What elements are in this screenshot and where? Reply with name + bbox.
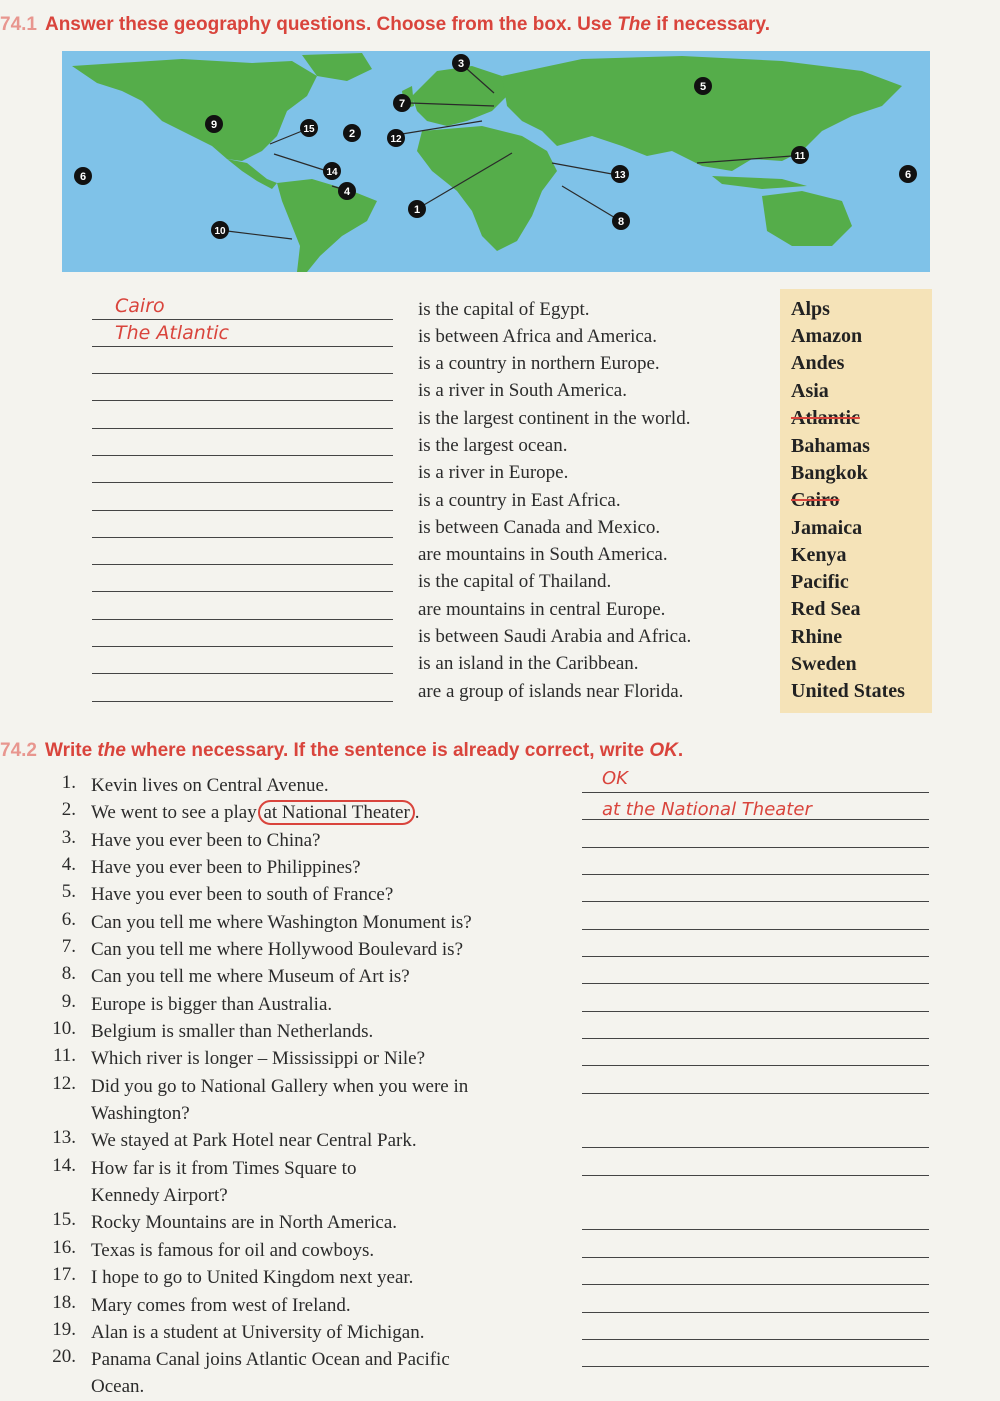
svg-text:2: 2 — [348, 128, 356, 140]
answer-line[interactable] — [582, 1229, 929, 1230]
svg-text:12: 12 — [390, 134, 402, 145]
answer-line[interactable] — [582, 1284, 929, 1285]
answer-line[interactable] — [92, 564, 393, 565]
answer-line[interactable] — [92, 319, 393, 320]
word-box-item-struck: Atlantic — [791, 407, 860, 429]
word-box-item: Sweden — [791, 653, 857, 675]
answer-line[interactable] — [582, 1065, 929, 1066]
word-box-item: Rhine — [791, 626, 843, 648]
svg-text:3: 3 — [457, 58, 465, 70]
word-box-item: Amazon — [791, 325, 863, 347]
svg-text:13: 13 — [614, 170, 626, 181]
word-box-item: Jamaica — [791, 517, 863, 539]
answer-line[interactable] — [582, 1093, 929, 1094]
answer-line[interactable] — [92, 346, 393, 347]
answer-line[interactable] — [92, 591, 393, 592]
africa — [417, 126, 557, 251]
question-row: is between Saudi Arabia and Africa. — [0, 626, 780, 653]
answer-line[interactable] — [92, 400, 393, 401]
question-row: is the largest continent in the world. — [0, 408, 780, 435]
question-row: is a river in Europe. — [0, 462, 780, 489]
world-map — [62, 51, 930, 272]
svg-text:15: 15 — [303, 124, 315, 135]
answer-line[interactable] — [582, 1257, 929, 1258]
exercise-2-number: 74.2 — [0, 740, 37, 761]
answer-line[interactable] — [582, 792, 929, 793]
world-map-drawing — [62, 51, 930, 272]
word-box-item: Asia — [791, 380, 829, 402]
answer-line[interactable] — [92, 373, 393, 374]
australia — [762, 191, 852, 246]
word-box-item: Alps — [791, 298, 830, 320]
answer-line[interactable] — [92, 673, 393, 674]
answer-line[interactable] — [582, 1339, 929, 1340]
answer-text: at the National Theater — [602, 799, 812, 820]
land-masses — [72, 53, 902, 272]
answer-line[interactable] — [582, 1175, 929, 1176]
question-row: The Atlantic is between Africa and America. — [0, 326, 780, 353]
svg-text:1: 1 — [413, 204, 421, 216]
answer-line[interactable] — [92, 537, 393, 538]
word-box-item: Kenya — [791, 544, 847, 566]
svg-text:11: 11 — [794, 151, 806, 162]
question-row: Cairo is the capital of Egypt. — [0, 299, 780, 326]
word-box-item: Red Sea — [791, 598, 861, 620]
svg-text:6: 6 — [904, 169, 912, 181]
svg-text:9: 9 — [210, 119, 218, 131]
question-row: is an island in the Caribbean. — [0, 653, 780, 680]
svg-text:14: 14 — [326, 167, 338, 178]
question-row: are mountains in central Europe. — [0, 599, 780, 626]
north-america — [72, 59, 317, 161]
svg-text:5: 5 — [699, 81, 707, 93]
question-row: is a country in East Africa. — [0, 490, 780, 517]
svg-text:8: 8 — [617, 216, 625, 228]
circled-phrase: at National Theater — [258, 800, 414, 825]
asia — [502, 56, 902, 171]
indonesia — [712, 176, 807, 189]
answer-line[interactable] — [92, 619, 393, 620]
answer-line[interactable] — [582, 847, 929, 848]
word-box-item: Bahamas — [791, 435, 870, 457]
answer-line[interactable] — [92, 428, 393, 429]
question-row: is the largest ocean. — [0, 435, 780, 462]
answer-line[interactable] — [582, 1038, 929, 1039]
word-box-item: Andes — [791, 352, 845, 374]
answer-line[interactable] — [92, 701, 393, 702]
answer-line[interactable] — [582, 983, 929, 984]
answer-text: Cairo — [115, 295, 165, 317]
question-row: is a river in South America. — [0, 380, 780, 407]
answer-text: The Atlantic — [115, 322, 229, 344]
exercise-2-heading: 74.2 Write the where necessary. If the sentence is already correct, write OK. — [0, 740, 684, 761]
europe — [412, 66, 507, 126]
answer-line[interactable] — [582, 929, 929, 930]
answer-line[interactable] — [582, 1366, 929, 1367]
question-row: is a country in northern Europe. — [0, 353, 780, 380]
word-box-item: Pacific — [791, 571, 849, 593]
question-row: are mountains in South America. — [0, 544, 780, 571]
answer-line[interactable] — [582, 956, 929, 957]
exercise-1-number: 74.1 — [0, 14, 37, 35]
south-america — [277, 179, 377, 272]
svg-text:7: 7 — [398, 98, 406, 110]
svg-text:10: 10 — [214, 226, 226, 237]
question-row: is between Canada and Mexico. — [0, 517, 780, 544]
answer-line[interactable] — [582, 1011, 929, 1012]
svg-text:4: 4 — [343, 186, 351, 198]
answer-text: OK — [602, 768, 628, 789]
word-box-item: United States — [791, 680, 905, 702]
answer-line[interactable] — [582, 901, 929, 902]
question-row: is the capital of Thailand. — [0, 571, 780, 598]
answer-line[interactable] — [582, 1312, 929, 1313]
question-row: are a group of islands near Florida. — [0, 681, 780, 708]
answer-line[interactable] — [92, 455, 393, 456]
central-america — [227, 159, 277, 189]
word-box-item: Bangkok — [791, 462, 868, 484]
exercise-1-heading: 74.1 Answer these geography questions. Choose from the box. Use The if necessary. — [0, 14, 770, 35]
answer-line[interactable] — [582, 874, 929, 875]
answer-line[interactable] — [92, 646, 393, 647]
answer-line[interactable] — [92, 482, 393, 483]
word-box-item-struck: Cairo — [791, 489, 840, 511]
svg-text:6: 6 — [79, 171, 87, 183]
answer-line[interactable] — [582, 1147, 929, 1148]
answer-line[interactable] — [92, 510, 393, 511]
